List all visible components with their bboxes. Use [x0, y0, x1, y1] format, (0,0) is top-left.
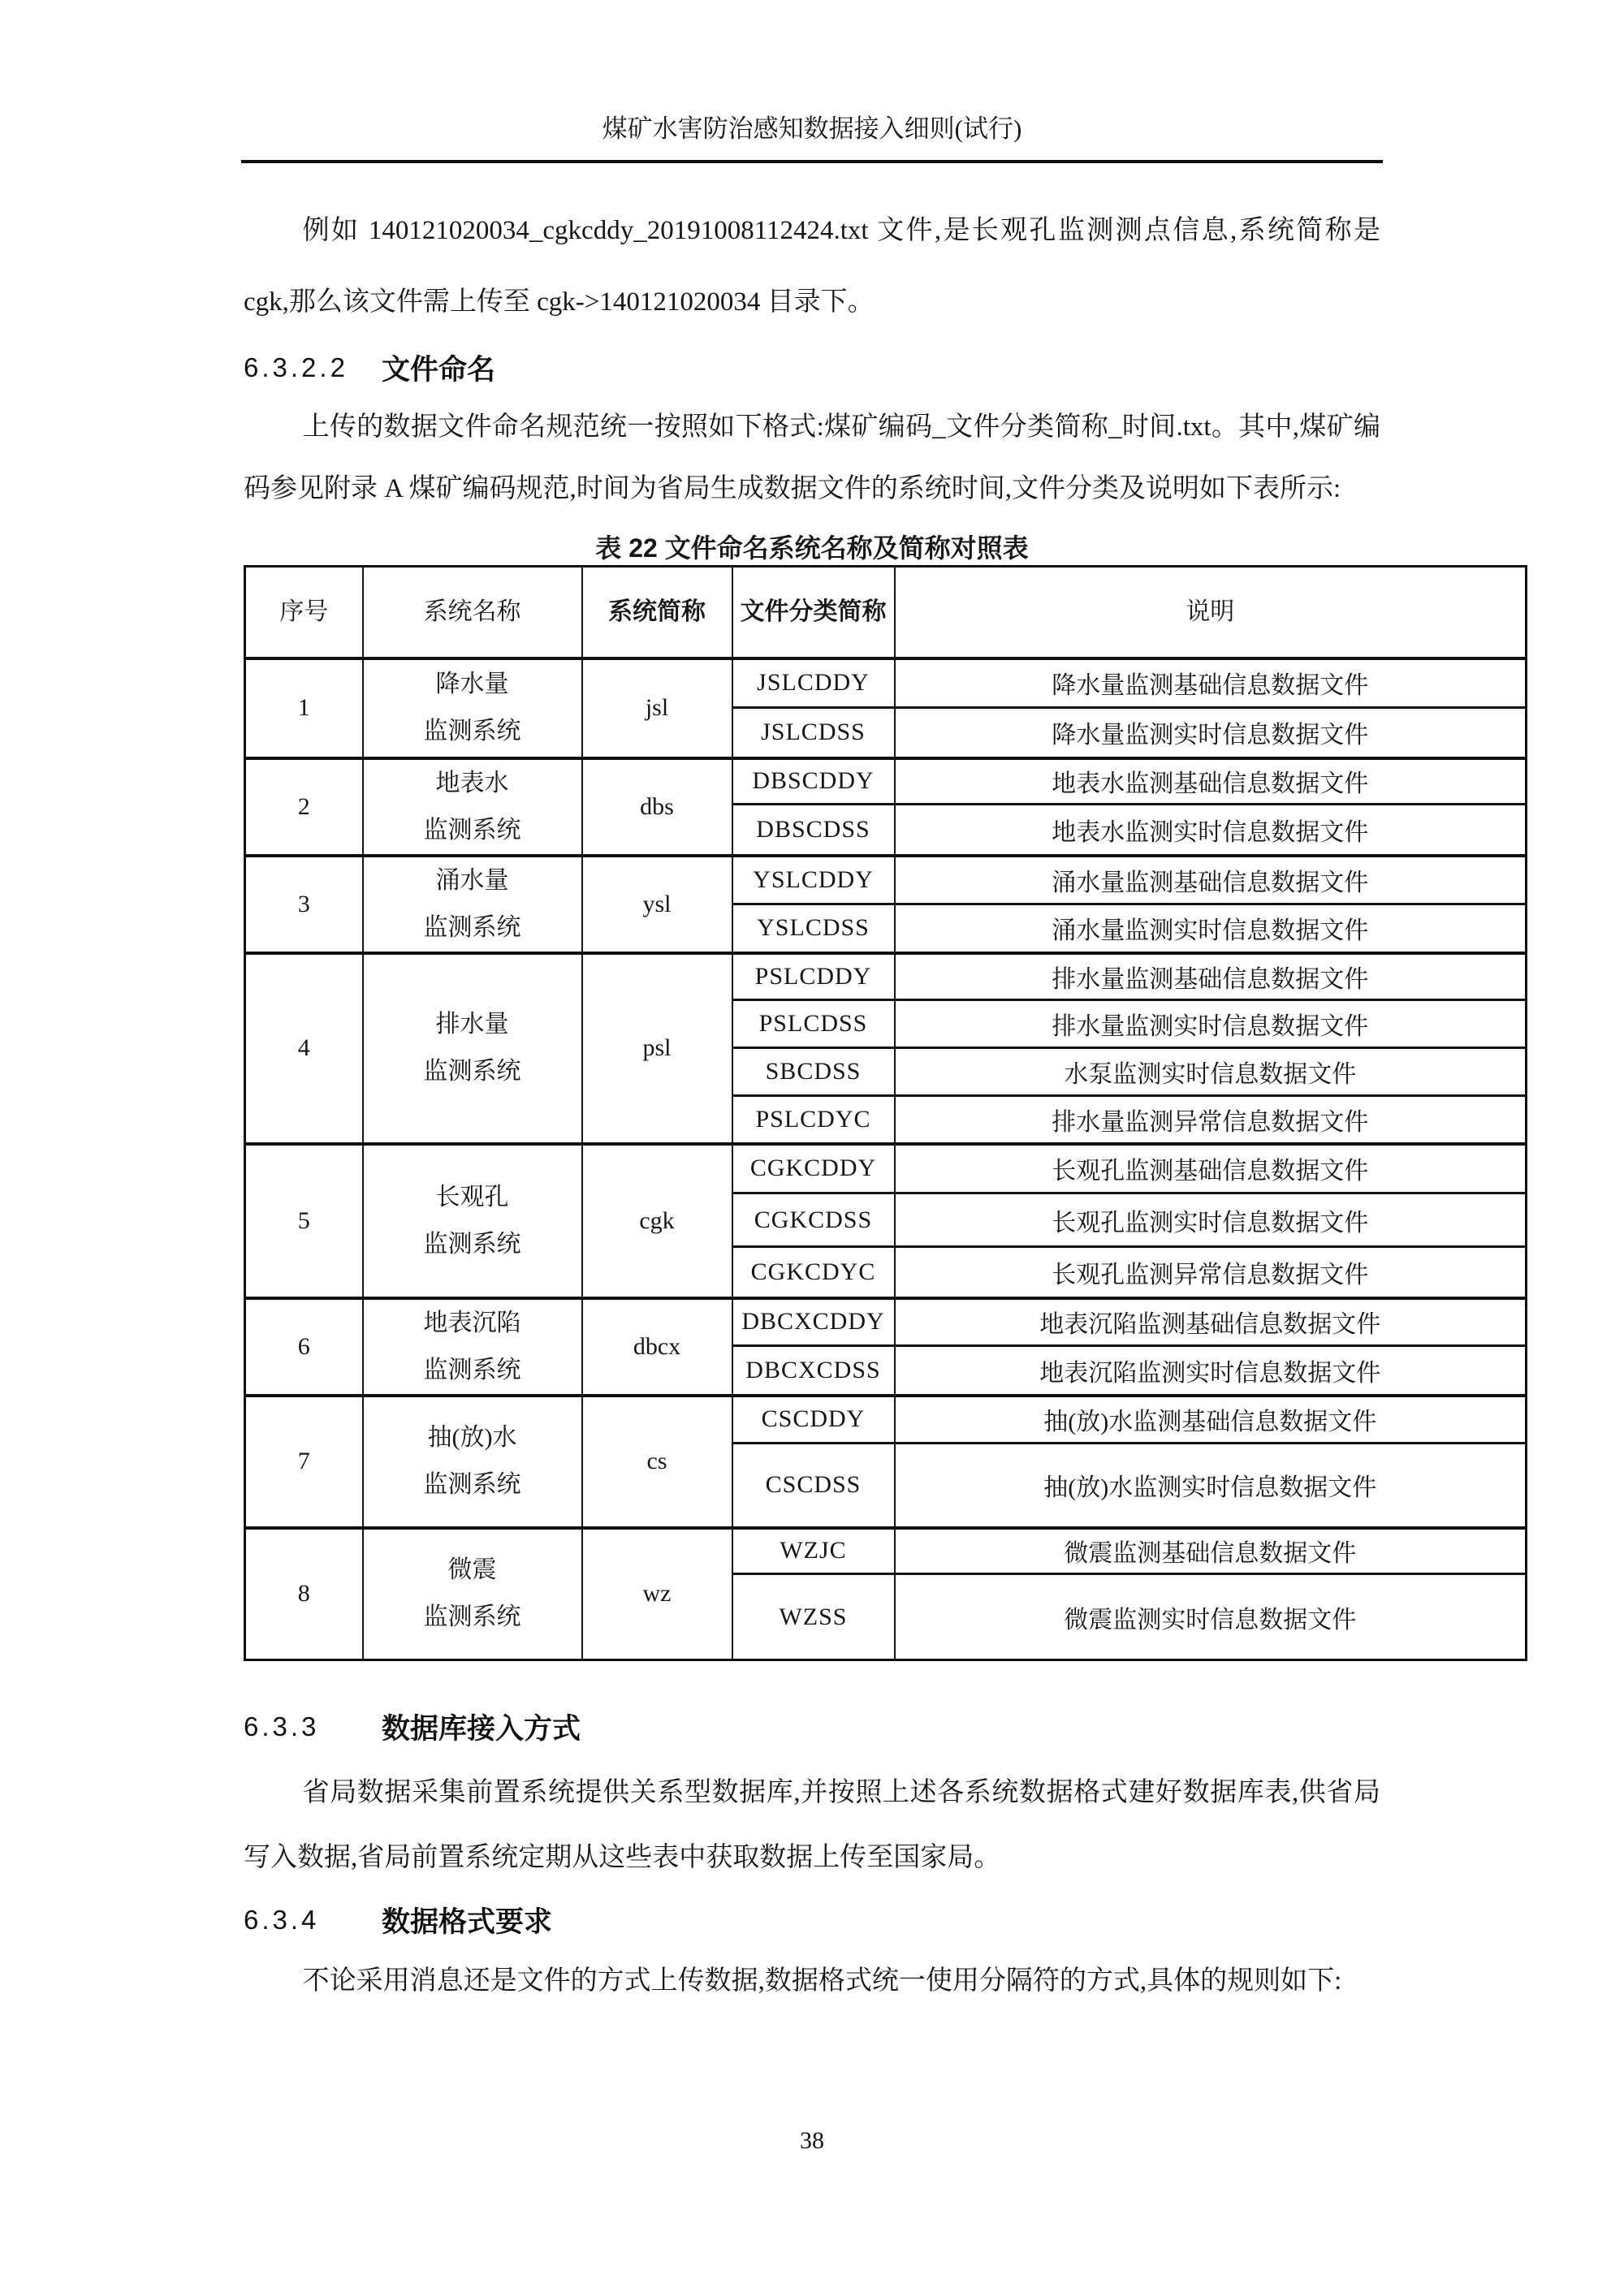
- page-content: [244, 195, 1380, 2013]
- cell-system-name: [363, 856, 582, 953]
- cell-desc: 抽(放)水监测基础信息数据文件: [895, 1396, 1527, 1444]
- system-name-line2: 监测系统: [423, 1356, 521, 1383]
- cell-desc: 排水量监测实时信息数据文件: [895, 1000, 1527, 1048]
- cell-system-name: [363, 758, 582, 856]
- cell-desc: 涌水量监测基础信息数据文件: [895, 856, 1527, 904]
- col-header-system-name: 系统名称: [363, 567, 582, 658]
- table-row: [245, 1144, 1527, 1193]
- cell-desc: 降水量监测实时信息数据文件: [895, 708, 1527, 758]
- cell-system-name: [363, 658, 582, 758]
- system-name-line1: 地表水: [435, 769, 509, 796]
- cell-abbr: cs: [582, 1396, 732, 1528]
- heading-title: 文件命名: [382, 354, 496, 386]
- file-naming-paragraph: 上传的数据文件命名规范统一按照如下格式:煤矿编码_文件分类简称_时间.txt。其中,煤矿编码参见附录 A 煤矿编码规范,时间为省局生成数据文件的系统时间,文件分类及说明如下表所示:: [244, 412, 1380, 503]
- heading-number: 6.3.3: [244, 1711, 320, 1741]
- cell-code: YSLCDSS: [732, 904, 895, 953]
- cell-desc: 涌水量监测实时信息数据文件: [895, 904, 1527, 953]
- system-name-line1: 地表沉陷: [423, 1309, 521, 1336]
- cell-code: DBSCDDY: [732, 758, 895, 805]
- cell-system-name: [363, 1298, 582, 1396]
- cell-desc: 排水量监测异常信息数据文件: [895, 1096, 1527, 1144]
- system-name-line1: 涌水量: [435, 866, 509, 894]
- system-name-line1: 排水量: [435, 1011, 509, 1038]
- system-name-line2: 监测系统: [423, 816, 521, 844]
- cell-code: JSLCDSS: [732, 708, 895, 758]
- cell-no: 2: [245, 758, 363, 856]
- cell-abbr: cgk: [582, 1144, 732, 1298]
- cell-code: DBSCDSS: [732, 805, 895, 856]
- cell-code: SBCDSS: [732, 1048, 895, 1096]
- col-header-description: 说明: [895, 567, 1527, 658]
- cell-system-name: [363, 1144, 582, 1298]
- cell-code: PSLCDSS: [732, 1000, 895, 1048]
- running-header: 煤矿水害防治感知数据接入细则(试行): [241, 110, 1383, 163]
- heading-title: 数据库接入方式: [382, 1713, 581, 1745]
- system-name-line2: 监测系统: [423, 913, 521, 941]
- data-format-paragraph: 不论采用消息还是文件的方式上传数据,数据格式统一使用分隔符的方式,具体的规则如下:: [302, 1966, 1342, 1996]
- page-number: 38: [800, 2127, 824, 2154]
- cell-no: 6: [245, 1298, 363, 1396]
- table-row: [245, 758, 1527, 805]
- cell-abbr: ysl: [582, 856, 732, 953]
- cell-code: WZSS: [732, 1574, 895, 1660]
- cell-abbr: dbs: [582, 758, 732, 856]
- cell-code: PSLCDDY: [732, 953, 895, 1000]
- system-name-line2: 监测系统: [423, 718, 521, 744]
- cell-code: CGKCDSS: [732, 1193, 895, 1247]
- cell-no: 3: [245, 856, 363, 953]
- table-row: [245, 1528, 1527, 1574]
- table-row: [245, 856, 1527, 904]
- table-row: [245, 1298, 1527, 1346]
- cell-system-name: [363, 953, 582, 1144]
- heading-6-3-3: [244, 1703, 1380, 1750]
- system-name-line1: 降水量: [435, 671, 509, 697]
- cell-desc: 长观孔监测实时信息数据文件: [895, 1193, 1527, 1247]
- cell-code: JSLCDDY: [732, 658, 895, 708]
- heading-6-3-4: [244, 1897, 1380, 1944]
- cell-desc: 抽(放)水监测实时信息数据文件: [895, 1444, 1527, 1528]
- file-naming-table: [244, 565, 1527, 1661]
- cell-desc: 长观孔监测基础信息数据文件: [895, 1144, 1527, 1193]
- cell-desc: 微震监测基础信息数据文件: [895, 1528, 1527, 1574]
- cell-desc: 排水量监测基础信息数据文件: [895, 953, 1527, 1000]
- cell-abbr: jsl: [582, 658, 732, 758]
- cell-system-name: [363, 1528, 582, 1660]
- cell-code: PSLCDYC: [732, 1096, 895, 1144]
- cell-system-name: [363, 1396, 582, 1528]
- table-row: [245, 953, 1527, 1000]
- cell-no: 8: [245, 1528, 363, 1660]
- intro-paragraph: 例如 140121020034_cgkcddy_20191008112424.txt 文件,是长观孔监测测点信息,系统简称是 cgk,那么该文件需上传至 cgk->140121020034 目录下。: [244, 216, 1380, 317]
- cell-desc: 地表水监测基础信息数据文件: [895, 758, 1527, 805]
- system-name-line1: 长观孔: [435, 1183, 509, 1211]
- cell-no: 1: [245, 658, 363, 758]
- col-header-system-abbr: 系统简称: [582, 567, 732, 658]
- table-row: [245, 658, 1527, 708]
- cell-desc: 地表水监测实时信息数据文件: [895, 805, 1527, 856]
- table-row: [245, 1396, 1527, 1444]
- system-name-line2: 监测系统: [423, 1230, 521, 1258]
- heading-number: 6.3.4: [244, 1905, 320, 1935]
- cell-desc: 地表沉陷监测基础信息数据文件: [895, 1298, 1527, 1346]
- system-name-line2: 监测系统: [423, 1471, 521, 1498]
- cell-code: CGKCDDY: [732, 1144, 895, 1193]
- system-name-line1: 微震: [447, 1556, 497, 1584]
- cell-abbr: dbcx: [582, 1298, 732, 1396]
- col-header-no: 序号: [245, 567, 363, 658]
- table-header-row: [245, 567, 1527, 658]
- cell-desc: 降水量监测基础信息数据文件: [895, 658, 1527, 708]
- cell-code: CSCDDY: [732, 1396, 895, 1444]
- cell-code: CSCDSS: [732, 1444, 895, 1528]
- database-access-paragraph: 省局数据采集前置系统提供关系型数据库,并按照上述各系统数据格式建好数据库表,供省局写入数据,省局前置系统定期从这些表中获取数据上传至国家局。: [244, 1778, 1380, 1872]
- cell-code: WZJC: [732, 1528, 895, 1574]
- cell-desc: 微震监测实时信息数据文件: [895, 1574, 1527, 1660]
- system-name-line2: 监测系统: [423, 1603, 521, 1631]
- cell-code: YSLCDDY: [732, 856, 895, 904]
- col-header-file-class-abbr: 文件分类简称: [732, 567, 895, 658]
- system-name-line2: 监测系统: [423, 1058, 521, 1085]
- heading-title: 数据格式要求: [382, 1906, 553, 1938]
- table-caption: 表 22 文件命名系统名称及简称对照表: [595, 533, 1029, 563]
- cell-code: DBCXCDDY: [732, 1298, 895, 1346]
- cell-code: DBCXCDSS: [732, 1346, 895, 1396]
- cell-desc: 长观孔监测异常信息数据文件: [895, 1247, 1527, 1298]
- cell-no: 7: [245, 1396, 363, 1528]
- cell-code: CGKCDYC: [732, 1247, 895, 1298]
- cell-desc: 地表沉陷监测实时信息数据文件: [895, 1346, 1527, 1396]
- heading-6-3-2-2: [244, 344, 1380, 391]
- cell-desc: 水泵监测实时信息数据文件: [895, 1048, 1527, 1096]
- cell-abbr: wz: [582, 1528, 732, 1660]
- cell-abbr: psl: [582, 953, 732, 1144]
- cell-no: 4: [245, 953, 363, 1144]
- heading-number: 6.3.2.2: [244, 352, 348, 382]
- system-name-line1: 抽(放)水: [427, 1424, 517, 1451]
- cell-no: 5: [245, 1144, 363, 1298]
